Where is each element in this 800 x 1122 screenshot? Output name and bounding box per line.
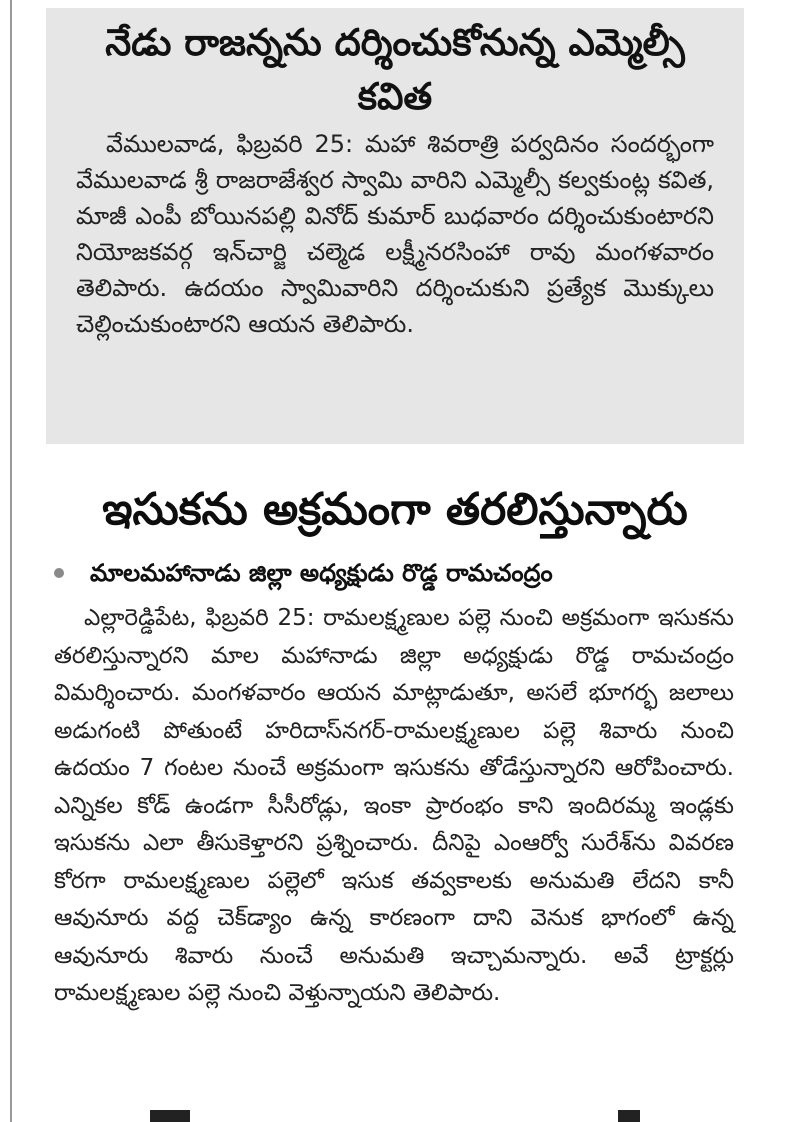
story-sand-mining xyxy=(46,474,744,1013)
bullet-icon xyxy=(54,568,64,578)
story-sand-subhead-text: మాలమహానాడు జిల్లా అధ్యక్షుడు రొడ్డ రామచంద్రం xyxy=(90,559,553,587)
story-kavitha-box xyxy=(46,8,744,444)
story-kavitha-headline: నేడు రాజన్నను దర్శించుకోనున్న ఎమ్మెల్సీ కవిత xyxy=(105,21,685,118)
column-rule xyxy=(10,0,12,1122)
story-sand-body: ఎల్లారెడ్డిపేట, ఫిబ్రవరి 25: రామలక్ష్మణుల పల్లె నుంచి అక్రమంగా ఇసుకను తరలిస్తున్నారని మాల మహానాడు జిల్లా అధ్యక్షుడు రొడ్డ రామచంద్రం విమర్శించారు. మంగళవారం ఆయన మాట్లాడుతూ, అసలే భూగర్భ జలాలు అడుగంటి పోతుంటే హరిదాస్‌నగర్-రామలక్ష్మణుల పల్లె శివారు నుంచి ఉదయం 7 గంటల నుంచే అక్రమంగా ఇసుకను తోడేస్తున్నారని ఆరోపించారు. ఎన్నికల కోడ్ ఉండగా సీసీరోడ్లు, ఇంకా ప్రారంభం కాని ఇందిరమ్మ ఇండ్లకు ఇసుకను ఎలా తీసుకెళ్తారని ప్రశ్నించారు. దీనిపై ఎంఆర్వో సురేశ్‌ను వివరణ కోరగా రామలక్ష్మణుల పల్లెలో ఇసుక తవ్వకాలకు అనుమతి లేదని కానీ ఆవునూరు వద్ద చెక్‌డ్యాం ఉన్న కారణంగా దాని వెనుక భాగంలో ఉన్న ఆవునూరు శివారు నుంచే అనుమతి ఇచ్చామన్నారు. అవే ట్రాక్టర్లు రామలక్ష్మణుల పల్లె నుంచి వెళ్తున్నాయని తెలిపారు. xyxy=(54,605,734,1006)
story-kavitha-body: వేములవాడ, ఫిబ్రవరి 25: మహా శివరాత్రి పర్వదినం సందర్భంగా వేములవాడ శ్రీ రాజరాజేశ్వర స్వామి వారిని ఎమ్మెల్సీ కల్వకుంట్ల కవిత, మాజీ ఎంపీ బోయినపల్లి వినోద్ కుమార్ బుధవారం దర్శించుకుంటారని నియోజకవర్గ ఇన్‌చార్జి చల్మెడ లక్ష్మీనరసింహా రావు మంగళవారం తెలిపారు. ఉదయం స్వామివారిని దర్శించుకుని ప్రత్యేక మొక్కులు చెల్లించుకుంటారని ఆయన తెలిపారు. xyxy=(76,130,714,338)
cut-off-headline-fragment xyxy=(150,1110,190,1122)
story-sand-subhead xyxy=(54,556,744,590)
cut-off-headline-fragment xyxy=(618,1110,640,1122)
story-sand-headline: ఇసుకను అక్రమంగా తరలిస్తున్నారు xyxy=(102,484,688,535)
